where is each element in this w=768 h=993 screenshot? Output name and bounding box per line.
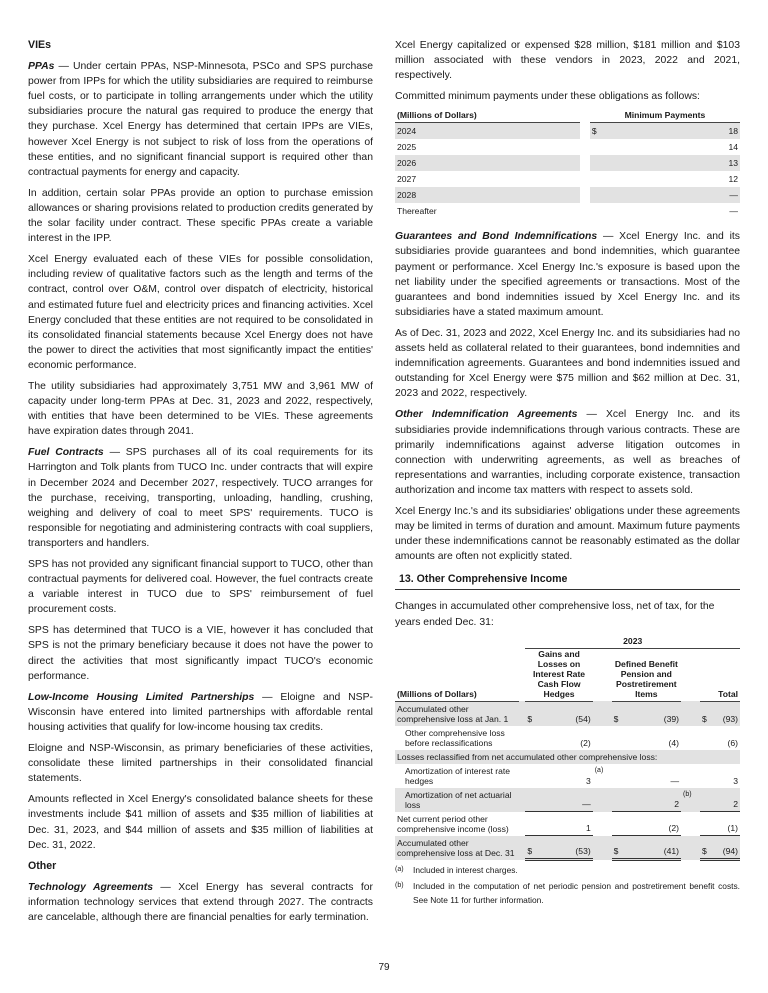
paragraph-technology: Technology Agreements — Xcel Energy has several contracts for information technology services that extend through 2027. The contracts are cancelable, although there are financial penalties for early termination.	[28, 881, 373, 923]
paragraph-sps-support: SPS has not provided any significant financial support to TUCO, other than contractual payments for delivered coal. However, the fuel contracts create a variable interest in TUCO due to SPS' reimbursement of fuel procurement costs.	[28, 559, 373, 616]
lead-guarantees: Guarantees and Bond Indemnifications	[395, 231, 598, 243]
table-row-amort-actuarial: Amortization of net actuarial loss — 2 (b) 2	[395, 788, 740, 812]
footnote-ref-b: (b)	[681, 788, 700, 812]
table-row-before-reclass: Other comprehensive loss before reclassifications (2) (4) (6)	[405, 727, 738, 748]
table-row-dec31: Accumulated other comprehensive loss at Dec. 31 $ (53) $ (41) $ (94)	[397, 837, 738, 858]
column-header-label: (Millions of Dollars)	[395, 110, 580, 123]
paragraph-solar: In addition, certain solar PPAs provide an option to purchase emission allowances or sharing provisions related to production credits generated by the solar facility under contract. These specific PPAs create a variable interest in the IPP.	[28, 187, 373, 245]
column-header-hedges: Gains and Losses on Interest Rate Cash Flow Hedges	[525, 648, 592, 701]
table-row: 2024 $ 18	[395, 123, 740, 140]
lead-fuel-contracts: Fuel Contracts	[28, 447, 104, 459]
right-column	[395, 38, 740, 907]
paragraph-obligations: Xcel Energy Inc.'s and its subsidiaries' obligations under these agreements may be limited in terms of duration and amount. Maximum future payments under these indemnifications cannot be reasonably estimated as the dollar amounts are often not explicitly stated.	[395, 505, 740, 563]
paragraph-other-indemnification: Other Indemnification Agreements — Xcel Energy Inc. and its subsidiaries provide indemnifications through various contracts. These are primarily indemnifications against adverse litigation outcomes in connection with underwriting agreements, as well as breaches of representations and warranties, including corporate existence, transaction authorization and income tax matters with respect to assets sold.	[395, 409, 740, 496]
column-header-minimum-payments: Minimum Payments	[590, 110, 740, 123]
footnote-a: (a) Included in interest charges.	[395, 865, 518, 876]
paragraph-changes: Changes in accumulated other comprehensive loss, net of tax, for the years ended Dec. 31:	[395, 601, 715, 628]
column-header-label: (Millions of Dollars)	[395, 648, 519, 701]
paragraph-housing: Low-Income Housing Limited Partnerships — Eloigne and NSP-Wisconsin have entered into limited partnerships with affordable rental housing activities that qualify for low-income housing tax credits.	[28, 691, 373, 733]
footnote-ref-a: (a)	[594, 766, 604, 774]
column-header-total: Total	[700, 648, 740, 701]
table-row: 2025 14	[395, 139, 740, 155]
table-row-jan1: Accumulated other comprehensive loss at Jan. 1 $ (54) $ (39) $ (93)	[395, 701, 740, 726]
lead-ppas: PPAs	[28, 61, 55, 73]
aoci-table	[395, 636, 740, 862]
paragraph-ppas: PPAs — Under certain PPAs, NSP-Minnesota, PSCo and SPS purchase power from IPPs for which the utility subsidiaries are required to reimburse fuel costs, or to participate in tolling arrangements under which the utility subsidiaries procure the natural gas required to produce the energy that they purchase. Xcel Energy has determined that certain IPPs are VIEs, however Xcel Energy is not subject to risk of loss from the operations of these entities, and no significant financial support is required other than contractual payments for energy and capacity.	[28, 61, 373, 178]
paragraph-fuel-contracts: Fuel Contracts — SPS purchases all of its coal requirements for its Harrington and Tolk plants from TUCO Inc. under contracts that will expire in December 2024 and December 2027, respectively. TUCO arranges for the purchase, receiving, transporting, unloading, handling, crushing, weighing and delivery of coal to meet SPS' requirements. TUCO is responsible for negotiating and administering contracts with coal suppliers, transporters and handlers.	[28, 447, 373, 549]
paragraph-sps-vie: SPS has determined that TUCO is a VIE, however it has concluded that SPS is not the primary beneficiary because it does not have the power to direct the activities that most significantly impact TUCO's economic performance.	[28, 625, 373, 682]
table-row: Thereafter —	[395, 203, 740, 219]
column-header-pension: Defined Benefit Pension and Postretirement Items	[612, 648, 681, 701]
lead-technology: Technology Agreements	[28, 881, 154, 893]
left-column	[28, 38, 373, 931]
section-heading-13: 13. Other Comprehensive Income	[395, 572, 740, 590]
minimum-payments-table	[395, 110, 740, 219]
paragraph-capacity: The utility subsidiaries had approximately 3,751 MW and 3,961 MW of capacity under long-term PPAs at Dec. 31, 2023 and 2022, respectively, with entities that have been determined to be VIEs. These agreements have expiration dates through 2041.	[28, 380, 373, 438]
heading-other: Other	[28, 859, 57, 872]
heading-vies: VIEs	[28, 39, 51, 51]
footnote-b: (b) Included in the computation of net periodic pension and postretirement benefit costs. See Note 11 for further information.	[395, 881, 740, 906]
paragraph-evaluated: Xcel Energy evaluated each of these VIEs for possible consolidation, including review of qualitative factors such as the length and terms of the contract, control over O&M, control over dispatch of electricity, historical and estimated future fuel and electricity prices and financing activities. Xcel Energy concluded that these entities are not required to be consolidated in its consolidated financial statements because Xcel Energy does not have the power to direct the activities that most significantly impact the entities' economic performance.	[28, 254, 373, 371]
table-row-net-current: Net current period other comprehensive income (loss) 1 (2) (1)	[397, 813, 738, 834]
lead-other-indemnification: Other Indemnification Agreements	[395, 409, 578, 421]
paragraph-committed: Committed minimum payments under these obligations as follows:	[395, 91, 700, 103]
table-row-amort-hedges: Amortization of interest rate hedges 3 (a) — 3	[405, 765, 738, 786]
table-row-reclass-header: Losses reclassified from net accumulated other comprehensive loss:	[395, 750, 740, 764]
table-row: 2026 13	[395, 155, 740, 171]
year-header: 2023	[525, 636, 740, 649]
lead-housing: Low-Income Housing Limited Partnerships	[28, 691, 255, 703]
paragraph-guarantees: Guarantees and Bond Indemnifications — Xcel Energy Inc. and its subsidiaries provide guarantees and bond indemnities, which guarantee payment or performance. Xcel Energy Inc.'s exposure is based upon the net liability under the specified agreements or transactions. Most of the guarantees and bond indemnities issued by Xcel Energy Inc. and its subsidiaries have a stated maximum amount.	[395, 231, 740, 318]
table-row: 2028 —	[395, 187, 740, 203]
paragraph-collateral: As of Dec. 31, 2023 and 2022, Xcel Energy Inc. and its subsidiaries had no assets held as collateral related to their guarantees, bond indemnities and indemnification agreements. Guarantees and bond indemnities issued and outstanding for Xcel Energy were $75 million and $62 million at Dec. 31, 2023 and 2022, respectively.	[395, 327, 740, 400]
paragraph-capitalized: Xcel Energy capitalized or expensed $28 million, $181 million and $103 million associated with these vendors in 2023, 2022 and 2021, respectively.	[395, 40, 740, 82]
table-row: 2027 12	[395, 171, 740, 187]
page-number: 79	[378, 962, 390, 973]
paragraph-eloigne: Eloigne and NSP-Wisconsin, as primary beneficiaries of these activities, consolidate these limited partnerships in their consolidated financial statements.	[28, 743, 373, 785]
paragraph-amounts: Amounts reflected in Xcel Energy's consolidated balance sheets for these investments include $41 million of assets and $35 million of liabilities at Dec. 31, 2023, and $44 million of assets and $35 million of liabilities at Dec. 31, 2022.	[28, 794, 373, 851]
